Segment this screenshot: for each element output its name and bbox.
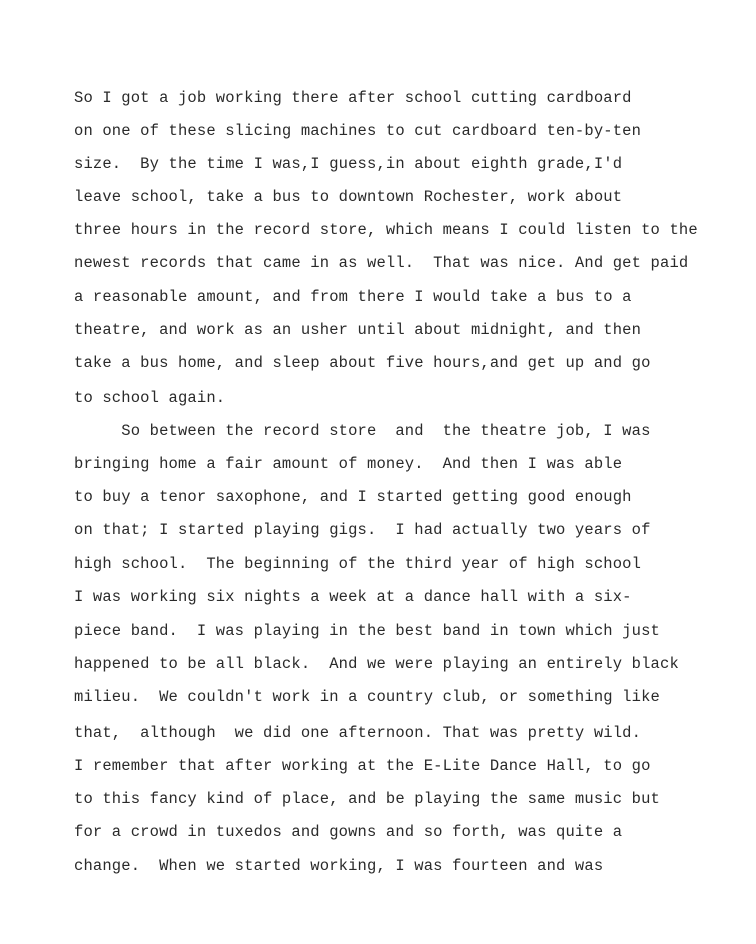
- text-line: newest records that came in as well. That was nice. And get paid: [74, 254, 689, 272]
- text-line: on one of these slicing machines to cut cardboard ten-by-ten: [74, 122, 642, 140]
- text-line: to this fancy kind of place, and be playing the same music but: [74, 790, 660, 808]
- text-line: So between the record store and the theatre job, I was: [74, 422, 651, 440]
- text-line: to school again.: [74, 389, 226, 407]
- text-line: I was working six nights a week at a dance hall with a six-: [74, 588, 632, 606]
- text-line: on that; I started playing gigs. I had actually two years of: [74, 521, 651, 539]
- text-line: that, although we did one afternoon. That was pretty wild.: [74, 724, 642, 742]
- text-line: milieu. We couldn't work in a country club, or something like: [74, 688, 660, 706]
- text-line: So I got a job working there after school cutting cardboard: [74, 89, 632, 107]
- text-line: three hours in the record store, which means I could listen to the: [74, 221, 698, 239]
- text-line: happened to be all black. And we were playing an entirely black: [74, 655, 679, 673]
- text-line: to buy a tenor saxophone, and I started getting good enough: [74, 488, 632, 506]
- text-line: bringing home a fair amount of money. And then I was able: [74, 455, 623, 473]
- text-line: take a bus home, and sleep about five hours,and get up and go: [74, 354, 651, 372]
- text-line: high school. The beginning of the third year of high school: [74, 555, 642, 573]
- text-line: I remember that after working at the E-Lite Dance Hall, to go: [74, 757, 651, 775]
- text-line: piece band. I was playing in the best band in town which just: [74, 622, 660, 640]
- text-line: leave school, take a bus to downtown Rochester, work about: [74, 188, 623, 206]
- text-line: change. When we started working, I was fourteen and was: [74, 857, 604, 875]
- text-line: for a crowd in tuxedos and gowns and so forth, was quite a: [74, 823, 623, 841]
- text-line: size. By the time I was,I guess,in about eighth grade,I'd: [74, 155, 623, 173]
- text-line: theatre, and work as an usher until about midnight, and then: [74, 321, 642, 339]
- text-line: a reasonable amount, and from there I would take a bus to a: [74, 288, 632, 306]
